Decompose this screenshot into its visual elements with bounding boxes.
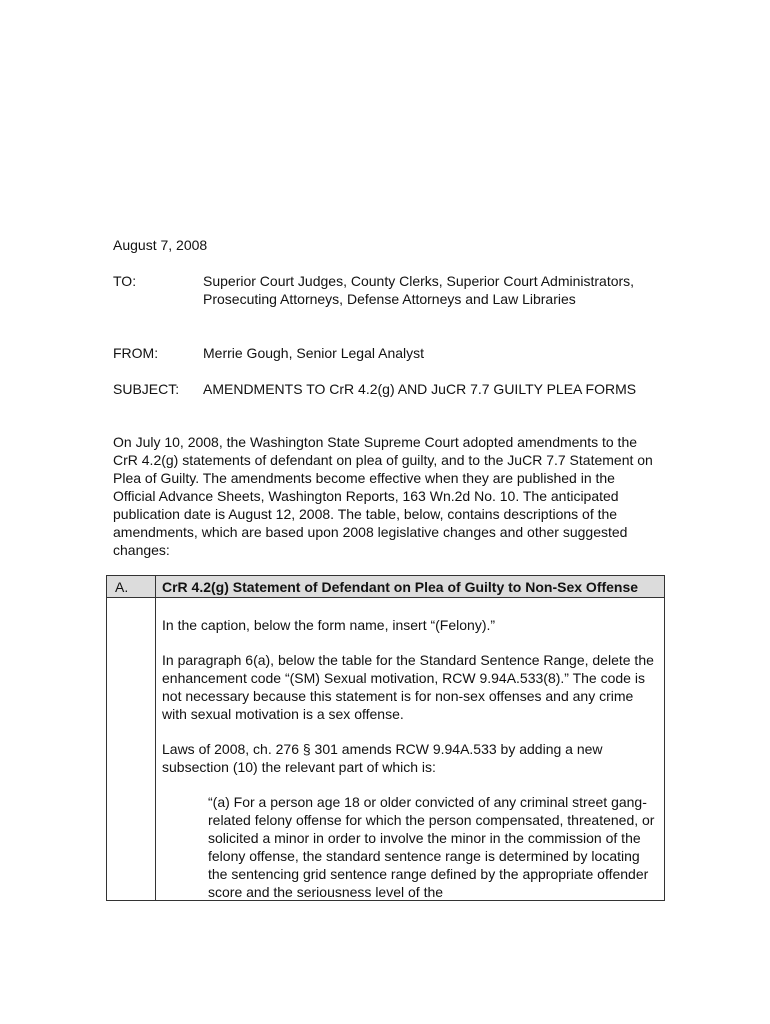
memo-date: August 7, 2008 — [113, 237, 208, 253]
table-header-row — [107, 576, 665, 598]
amendment-paragraph: In paragraph 6(a), below the table for the Standard Sentence Range, delete the enhancement code “(SM) Sexual motivation, RCW 9.94A.533(8).” The code is not necessary because this statement is for non-sex offenses and any crime with sexual motivation is a sex offense. — [162, 652, 654, 722]
amendments-table — [106, 575, 665, 901]
memo-subject-value: AMENDMENTS TO CrR 4.2(g) AND JuCR 7.7 GUILTY PLEA FORMS — [203, 381, 637, 397]
memo-intro-paragraph: On July 10, 2008, the Washington State Supreme Court adopted amendments to the CrR 4.2(g) statements of defendant on plea of guilty, and to the JuCR 7.7 Statement on Plea of Guilty. The amendments become effective when they are published in the Official Advance Sheets, Washington Reports, 163 Wn.2d No. 10. The anticipated publication date is August 12, 2008. The table, below, contains descriptions of the amendments, which are based upon 2008 legislative changes and other suggested changes: — [113, 434, 653, 558]
amendment-paragraph: In the caption, below the form name, insert “(Felony).” — [162, 617, 496, 633]
table-empty-cell — [107, 598, 156, 901]
memo-subject-label: SUBJECT: — [113, 381, 180, 397]
table-body-row — [107, 598, 665, 901]
statute-quote: “(a) For a person age 18 or older convicted of any criminal street gang-related felony offense for which the person compensated, threatened, or solicited a minor in order to involve the minor in the commission of the felony offense, the standard sentence range is determined by locating the sentencing grid sentence range defined by the appropriate offender score and the seriousness level of the — [208, 794, 655, 900]
section-letter: A. — [107, 576, 156, 598]
memo-to-value: Superior Court Judges, County Clerks, Superior Court Administrators, Prosecuting Attorneys, Defense Attorneys and Law Libraries — [203, 273, 635, 307]
amendment-paragraph: Laws of 2008, ch. 276 § 301 amends RCW 9.94A.533 by adding a new subsection (10) the relevant part of which is: — [162, 741, 603, 775]
memo-to-label: TO: — [113, 273, 137, 289]
memo-from-value: Merrie Gough, Senior Legal Analyst — [203, 345, 425, 361]
table-body-cell — [156, 598, 665, 901]
memo-from-label: FROM: — [113, 345, 159, 361]
section-title: CrR 4.2(g) Statement of Defendant on Plea of Guilty to Non-Sex Offense — [156, 576, 665, 598]
